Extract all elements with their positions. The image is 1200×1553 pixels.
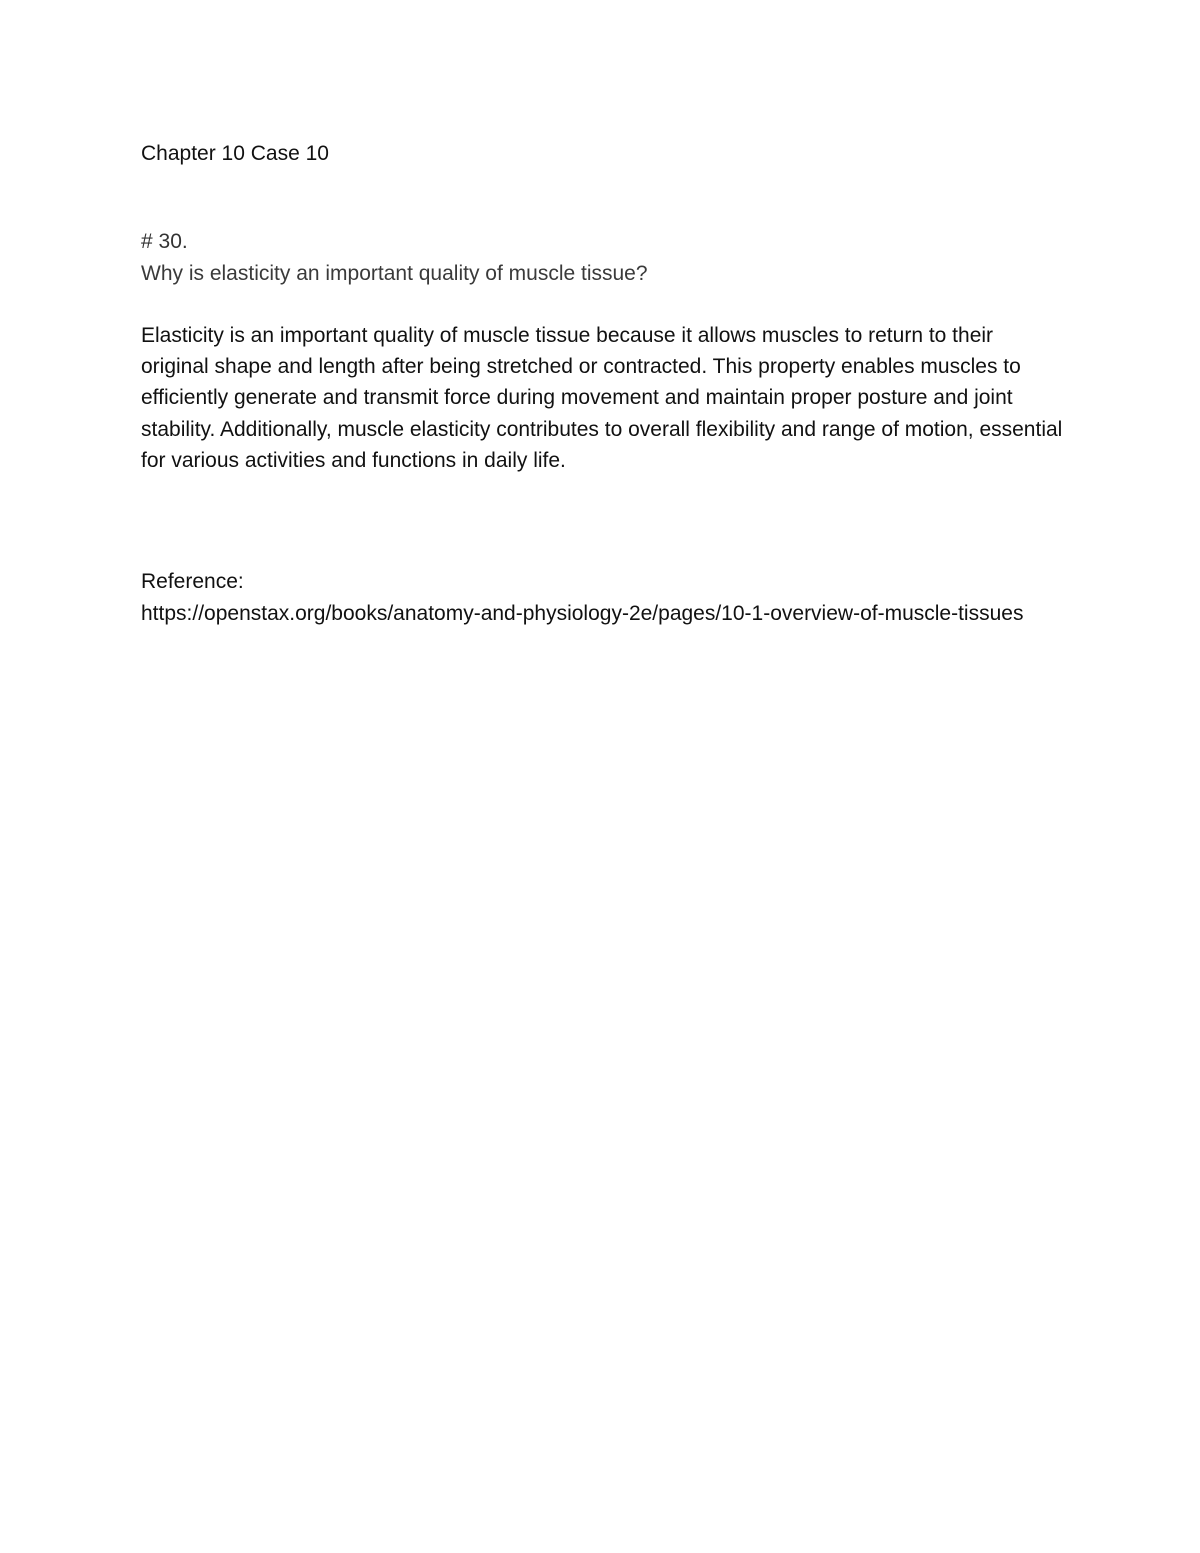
document-title: Chapter 10 Case 10 [141,142,329,165]
question-text: Why is elasticity an important quality of muscle tissue? [141,262,648,285]
document-body [141,138,1066,629]
reference-url: https://openstax.org/books/anatomy-and-physiology-2e/pages/10-1-overview-of-muscle-tissues [141,602,1024,626]
answer-paragraph: Elasticity is an important quality of muscle tissue because it allows muscles to return to their original shape and length after being stretched or contracted. This property enables muscles to efficiently generate and transmit force during movement and maintain proper posture and joint stability. Additionally, muscle elasticity contributes to overall flexibility and range of motion, essential for various activities and functions in daily life. [141,324,1063,472]
question-number: # 30. [141,230,188,253]
reference-label: Reference: [141,570,244,594]
